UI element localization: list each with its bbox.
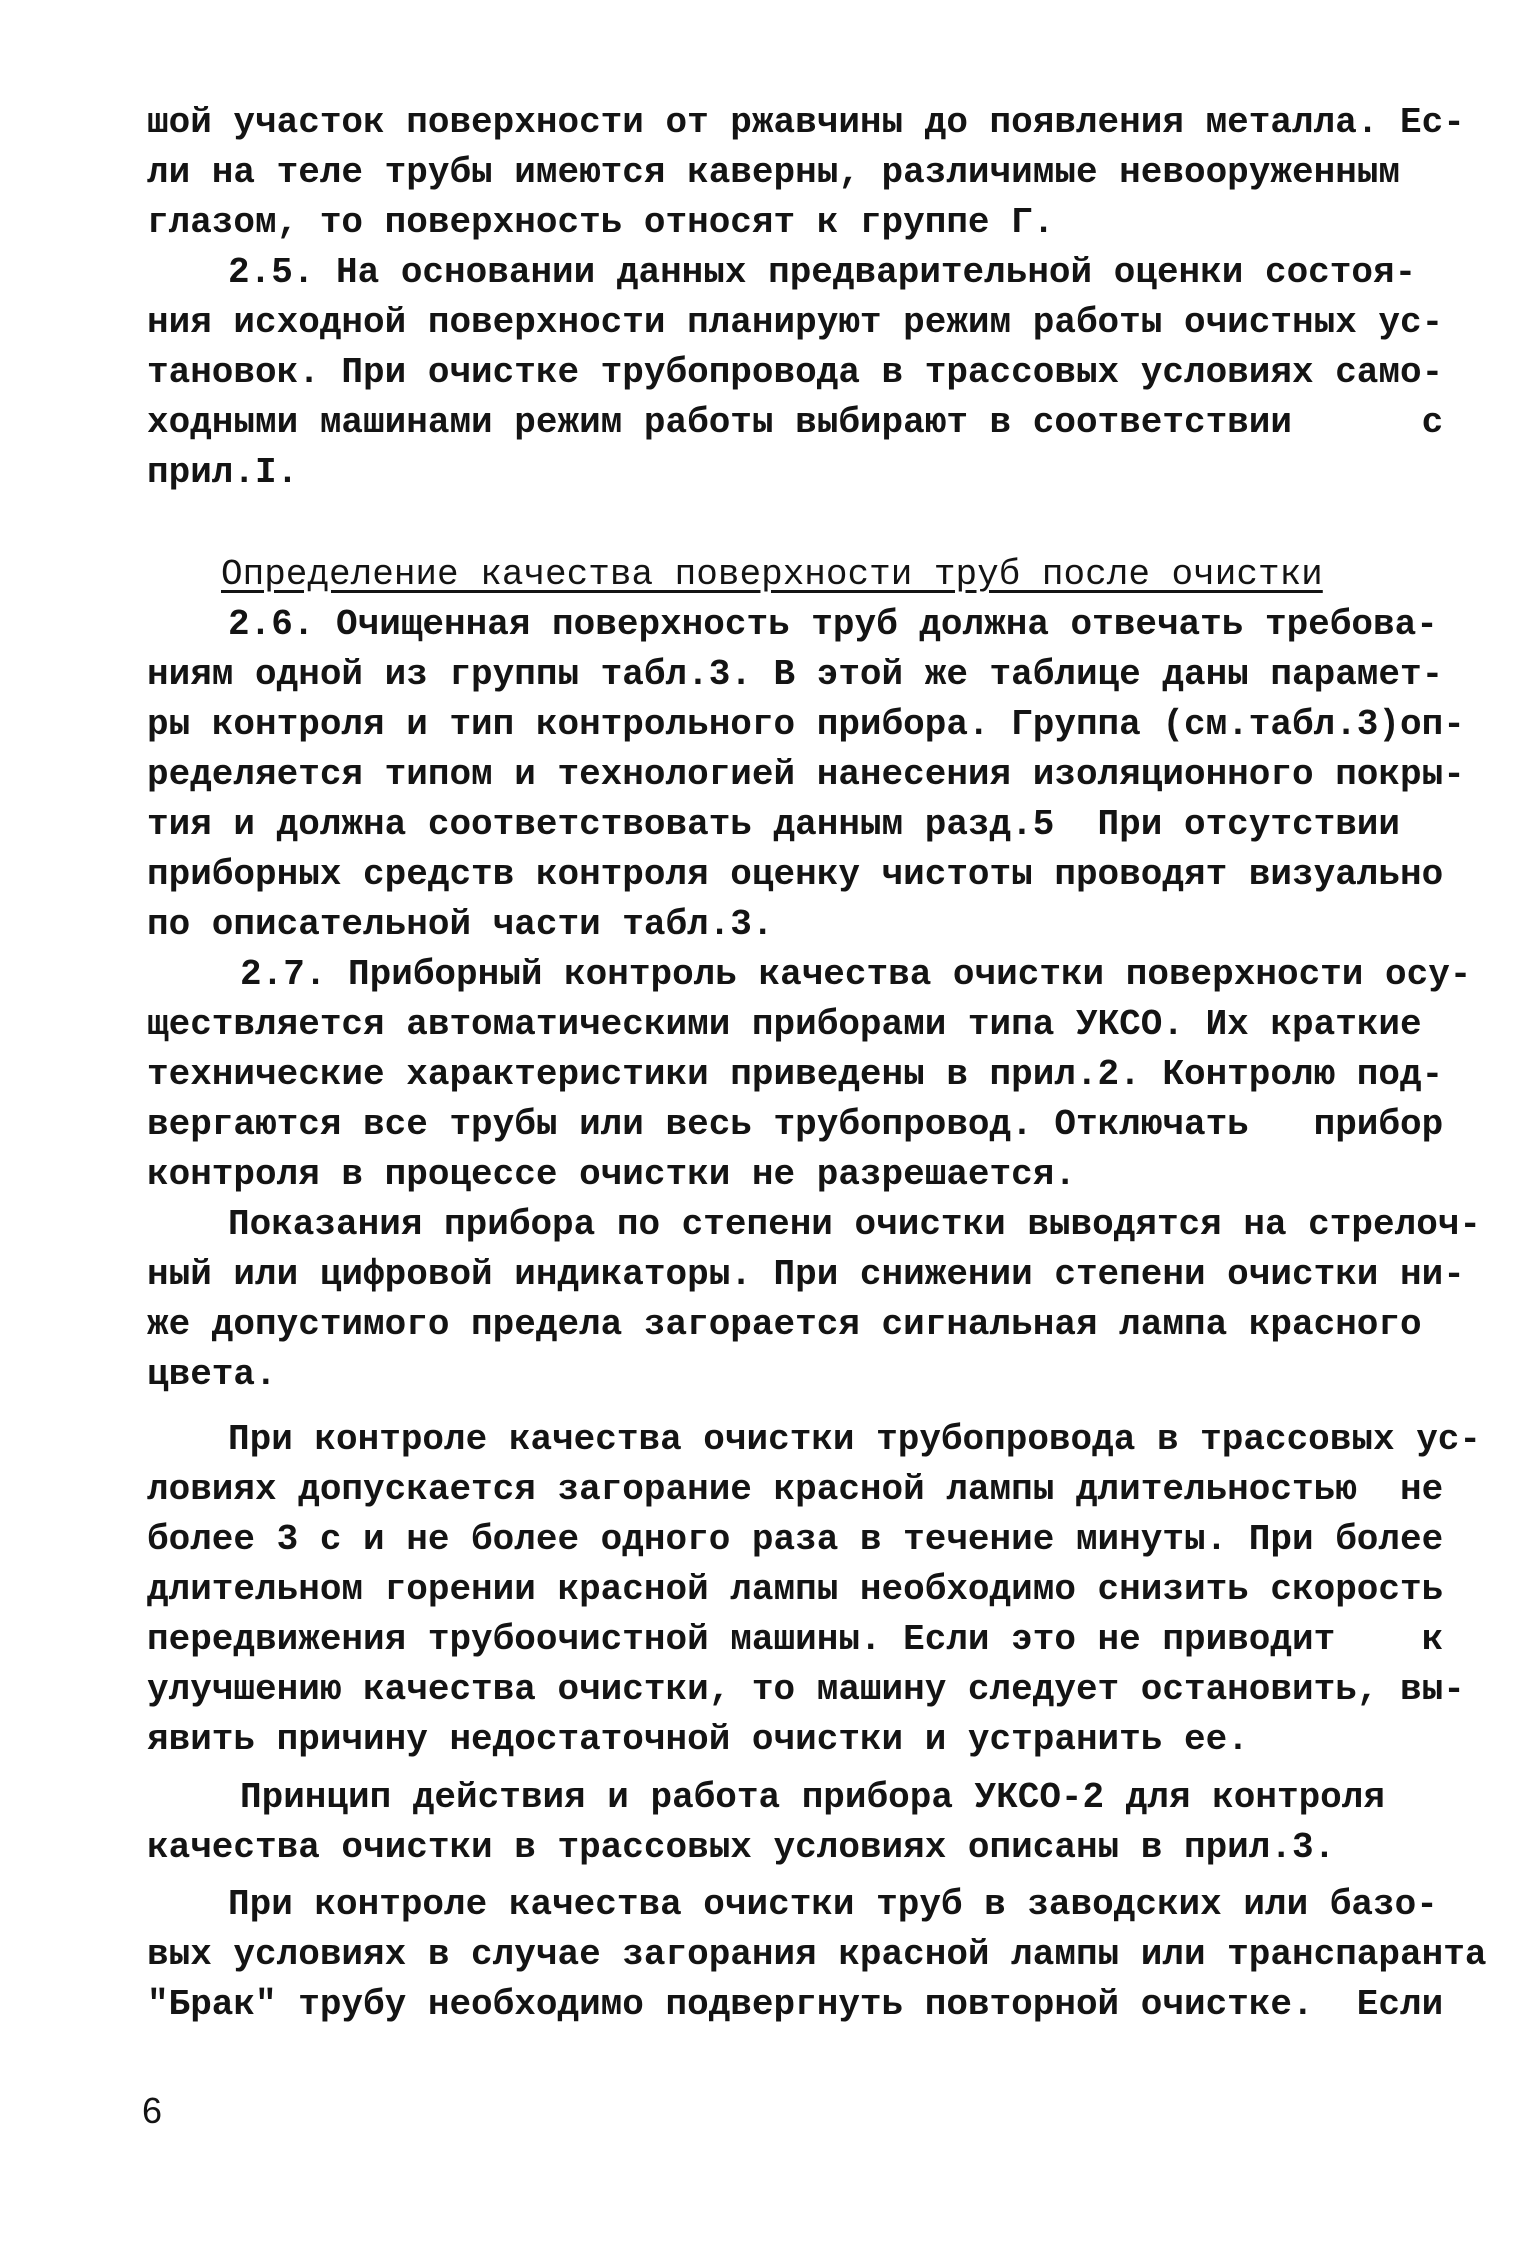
text-line-20: вергаются все трубы или весь трубопровод. Отключать прибор	[147, 1104, 1444, 1145]
text-line-10: 2.6. Очищенная поверхность труб должна отвечать требова-	[228, 604, 1438, 645]
text-line-19: технические характеристики приведены в прил.2. Контролю под-	[147, 1054, 1444, 1095]
text-line-27: ловиях допускается загорание красной лампы длительностью не	[147, 1469, 1444, 1510]
text-line-24: же допустимого предела загорается сигнальная лампа красного	[147, 1304, 1422, 1345]
text-line-28: более 3 с и не более одного раза в течение минуты. При более	[147, 1519, 1444, 1560]
text-line-2: ли на теле трубы имеются каверны, различимые невооруженным	[147, 152, 1401, 193]
text-line-4: 2.5. На основании данных предварительной оценки состоя-	[228, 252, 1417, 293]
text-line-29: длительном горении красной лампы необходимо снизить скорость	[147, 1569, 1444, 1610]
text-line-31: улучшению качества очистки, то машину следует остановить, вы-	[147, 1669, 1465, 1710]
text-line-13: ределяется типом и технологией нанесения изоляционного покры-	[147, 754, 1465, 795]
text-line-15: приборных средств контроля оценку чистоты проводят визуально	[147, 854, 1444, 895]
text-line-33: Принцип действия и работа прибора УКСО-2 для контроля	[240, 1777, 1385, 1818]
text-line-36: вых условиях в случае загорания красной лампы или транспаранта	[147, 1934, 1487, 1975]
text-line-37: "Брак" трубу необходимо подвергнуть повторной очистке. Если	[147, 1984, 1444, 2025]
text-line-3: глазом, то поверхность относят к группе Г.	[147, 202, 1055, 243]
page-number: 6	[142, 2090, 163, 2131]
text-line-34: качества очистки в трассовых условиях описаны в прил.3.	[147, 1827, 1336, 1868]
text-line-21: контроля в процессе очистки не разрешается.	[147, 1154, 1076, 1195]
text-line-25: цвета.	[147, 1354, 277, 1395]
text-line-32: явить причину недостаточной очистки и устранить ее.	[147, 1719, 1249, 1760]
text-line-8: прил.I.	[147, 452, 299, 493]
text-line-7: ходными машинами режим работы выбирают в соответствии с	[147, 402, 1444, 443]
text-line-11: ниям одной из группы табл.3. В этой же таблице даны парамет-	[147, 654, 1444, 695]
text-line-14: тия и должна соответствовать данным разд.5 При отсутствии	[147, 804, 1401, 845]
text-line-17: 2.7. Приборный контроль качества очистки поверхности осу-	[240, 954, 1472, 995]
text-line-5: ния исходной поверхности планируют режим работы очистных ус-	[147, 302, 1444, 343]
text-line-30: передвижения трубоочистной машины. Если это не приводит к	[147, 1619, 1444, 1660]
text-line-22: Показания прибора по степени очистки выводятся на стрелоч-	[228, 1204, 1482, 1245]
text-line-16: по описательной части табл.3.	[147, 904, 774, 945]
text-line-26: При контроле качества очистки трубопровода в трассовых ус-	[228, 1419, 1482, 1460]
text-line-23: ный или цифровой индикаторы. При снижении степени очистки ни-	[147, 1254, 1465, 1295]
text-line-12: ры контроля и тип контрольного прибора. Группа (см.табл.3)оп-	[147, 704, 1465, 745]
text-line-6: тановок. При очистке трубопровода в трассовых условиях само-	[147, 352, 1444, 393]
text-line-1: шой участок поверхности от ржавчины до появления металла. Ес-	[147, 102, 1465, 143]
section-heading: Определение качества поверхности труб после очистки	[221, 554, 1323, 595]
text-line-18: ществляется автоматическими приборами типа УКСО. Их краткие	[147, 1004, 1422, 1045]
text-line-35: При контроле качества очистки труб в заводских или базо-	[228, 1884, 1438, 1925]
